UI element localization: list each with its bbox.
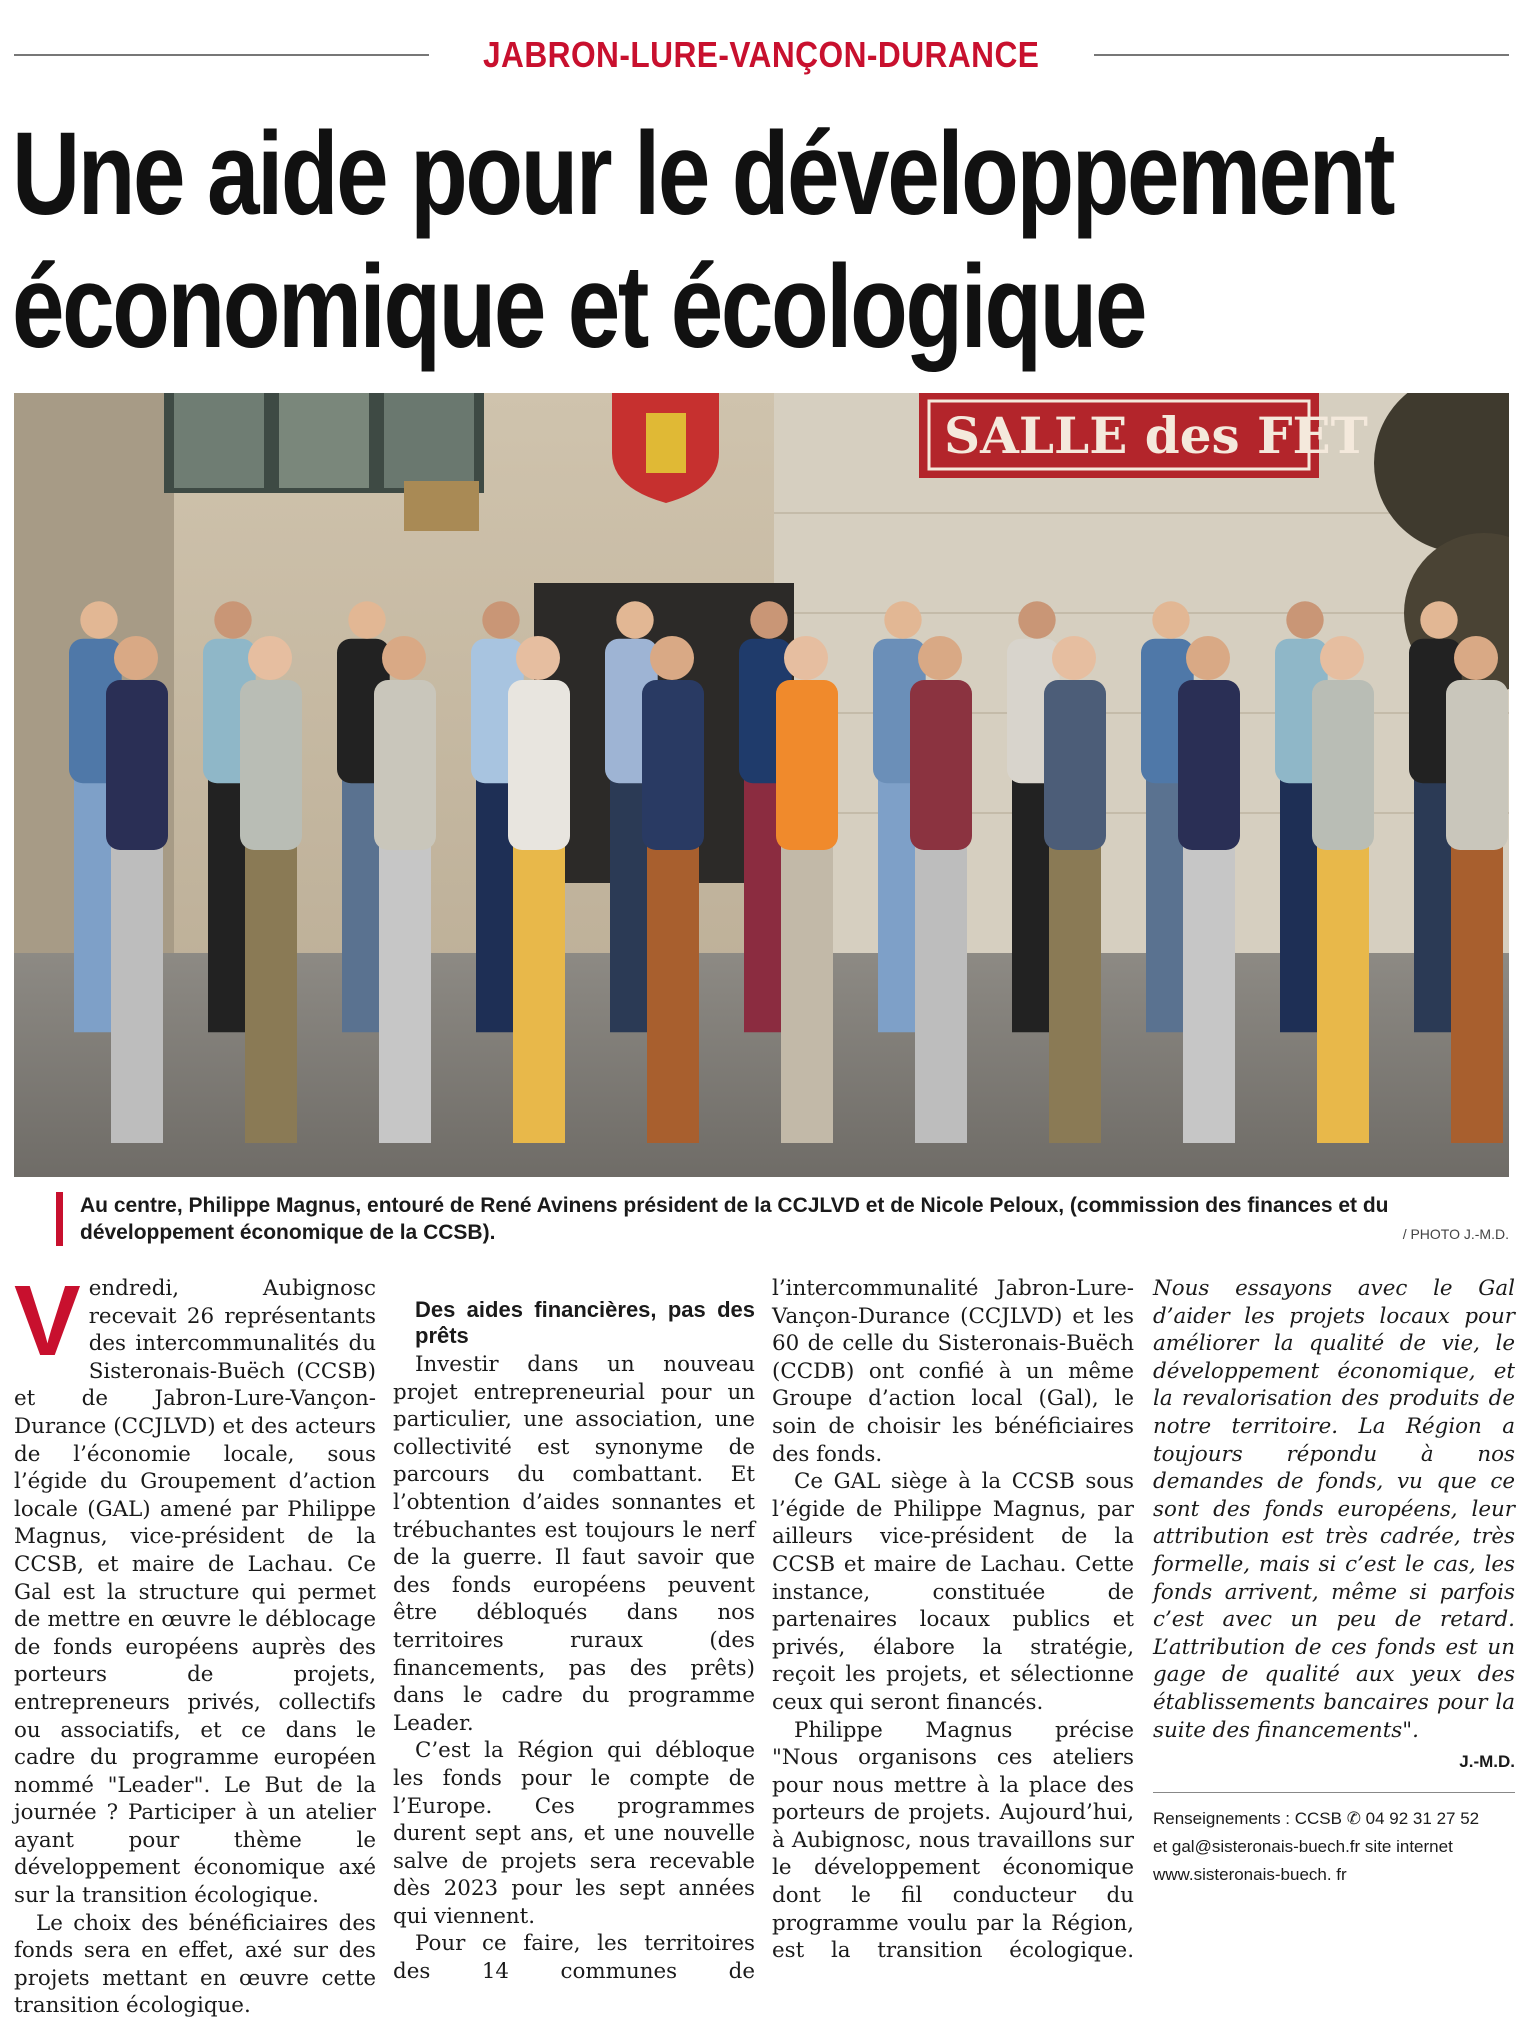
article-column-1 <box>14 1265 376 2020</box>
headline <box>12 108 1394 374</box>
photo-caption: Au centre, Philippe Magnus, entouré de René Avinens président de la CCJLVD et de Nicole Peloux, (commission des finances et du développement économique de la CCSB). <box>80 1194 1389 1244</box>
article-column-4: Nous essayons avec le Gal d’aider les projets locaux pour améliorer la qualité de vie, le développement économique, et la revalorisation des produits de notre territoire. La Région a toujours répondu à nos demandes de fonds, vu que ce sont des fonds européens, leur attribution est très cadrée, très formelle, mais si c’est le cas, les fonds arrivent, même si parfois c’est avec un peu de retard. L’attribution de ces fonds est un gage de qualité aux yeux des établissements bancaires pour la suite des financements". J.-M.D. Renseignements : CCSB ✆ 04 92 31 27 52 et gal@sisteronais-buech.fr site internet www.sisteronais-buech. fr <box>1153 1275 1515 1889</box>
person-figure <box>374 636 436 1143</box>
salle-des-fetes-sign: SALLE des FET <box>944 406 1368 465</box>
article-paragraph-6: Ce GAL siège à la CCSB sous l’égide de Philippe Magnus, par ailleurs vice-président de la CCSB et maire de Lachau. Cette instance, constituée de partenaires locaux publics et privés, élabore la stratégie, reçoit les projets, et sélectionne ceux qui seront financés. <box>772 1469 1134 1715</box>
info-line-1: Renseignements : CCSB ✆ 04 92 31 27 52 <box>1153 1808 1480 1828</box>
rubric-row <box>14 30 1509 80</box>
article-paragraph-3: Investir dans un nouveau projet entrepreneurial pour un particulier, une association, une collectivité est synonyme de parcours du combattant. Et l’obtention d’aides sonnantes et trébuchantes est toujours le nerf de la guerre. Il faut savoir que des fonds européens peuvent être débloqués dans nos territoires ruraux (des financements, pas des prêts) dans le cadre du programme Leader. <box>393 1352 755 1736</box>
article-column-3: l’intercommunalité Jabron-Lure-Vançon-Durance (CCJLVD) et les 60 de celle du Sisteronais-Buëch (CCDB) ont confié à un même Groupe d’action local (Gal), le soin de choisir les bénéficiaires des fonds. Ce GAL siège à la CCSB sous l’égide de Philippe Magnus, par ailleurs vice-président de la CCSB et maire de Lachau. Cette instance, constituée de partenaires locaux publics et privés, élabore la stratégie, reçoit les projets, et sélectionne ceux qui seront financés. Philippe Magnus précise "Nous organisons ces ateliers pour nous mettre à la place des porteurs de projets. Aujourd’hui, à Aubignosc, nous travaillons sur le développement économique dont le fil conducteur du programme voulu par la Région, est la transition écologique. <box>772 1276 1134 1964</box>
article-paragraph-1: Vendredi, Aubignosc recevait 26 représentants des intercommunalités du Sisteronais-Buëch (CCSB) et de Jabron-Lure-Vançon-Durance (CCJLVD) et des acteurs de l’économie locale, sous l’égide du Groupement d’action locale (GAL) amené par Philippe Magnus, vice-président de la CCSB, et maire de Lachau. Ce Gal est la structure qui permet de mettre en œuvre le déblocage de fonds européens auprès des porteurs de projets, entrepreneurs privés, collectifs ou associatifs, et ce dans le cadre du programme européen nommé "Leader". Le But de la journée ? Participer à un atelier ayant pour thème le développement économique axé sur la transition écologique. <box>14 1265 376 1909</box>
rubric-rule-right <box>1094 54 1509 56</box>
person-figure <box>1044 636 1106 1143</box>
group-photo-illustration <box>14 393 1509 1177</box>
rubric-rule-left <box>14 54 429 56</box>
info-line-3: www.sisteronais-buech. fr <box>1153 1864 1347 1884</box>
info-line-2: et gal@sisteronais-buech.fr site internet <box>1153 1836 1453 1856</box>
author-signature: J.-M.D. <box>1459 1752 1515 1772</box>
photo-credit: / PHOTO J.-M.D. <box>1402 1226 1509 1242</box>
info-box <box>1153 1805 1515 1889</box>
person-figure <box>240 636 302 1143</box>
caption-accent-bar <box>56 1192 63 1246</box>
info-rule <box>1153 1792 1515 1793</box>
person-figure <box>1312 636 1374 1143</box>
person-figure <box>642 636 704 1143</box>
person-figure <box>776 636 838 1143</box>
article-column-2: Des aides financières, pas des prêts Investir dans un nouveau projet entrepreneurial pour un particulier, une association, une collectivité est synonyme de parcours du combattant. Et l’obtention d’aides sonnantes et trébuchantes est toujours le nerf de la guerre. Il faut savoir que des fonds européens peuvent être débloqués dans nos territoires ruraux (des financements, pas des prêts) dans le cadre du programme Leader. C’est la Région qui débloque les fonds pour le compte de l’Europe. Ces programmes durent sept ans, et une nouvelle salve de projets sera recevable dès 2023 pour les sept années qui viennent. Pour ce faire, les territoires des 14 communes de <box>393 1297 755 1985</box>
section-rubric: JABRON-LURE-VANÇON-DURANCE <box>483 34 1040 75</box>
headline-line-1: Une aide pour le développement <box>12 108 1394 240</box>
person-figure <box>1178 636 1240 1143</box>
group-photo <box>14 393 1509 1177</box>
person-figure <box>508 636 570 1143</box>
person-figure <box>106 636 168 1143</box>
person-figure <box>910 636 972 1143</box>
article-subhead: Des aides financières, pas des prêts <box>415 1297 755 1348</box>
article-paragraph-2: Le choix des bénéficiaires des fonds sera en effet, axé sur des projets mettant en œuvre cette transition écologique. <box>14 1910 376 2019</box>
person-figure <box>1446 636 1508 1143</box>
drop-cap: V <box>14 1265 81 1377</box>
headline-line-2: économique et écologique <box>12 241 1146 373</box>
article-paragraph-4: C’est la Région qui débloque les fonds pour le compte de l’Europe. Ces programmes durent sept ans, et une nouvelle salve de projets sera recevable dès 2023 pour les sept années qui viennent. <box>393 1738 755 1929</box>
